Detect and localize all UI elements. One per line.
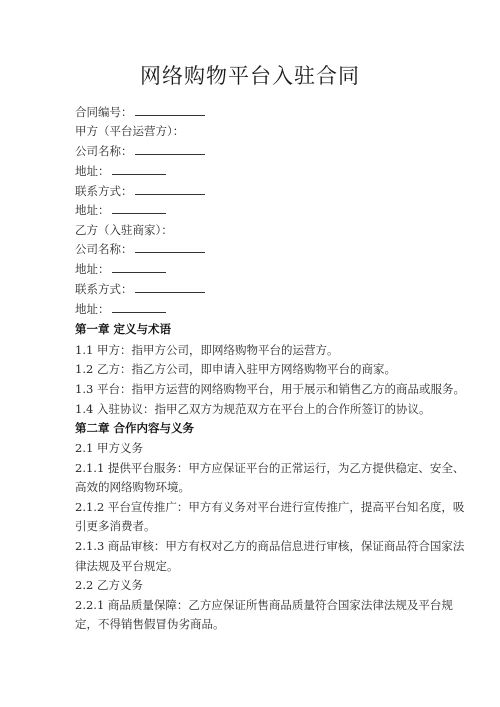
- clause-2-1-1-line-1: 2.1.1 提供平台服务：甲方应保证平台的正常运行，为乙方提供稳定、安全、: [75, 461, 465, 475]
- clause-1-1: 1.1 甲方：指甲方公司，即网络购物平台的运营方。: [75, 343, 339, 357]
- party-b-company-line: [75, 239, 435, 259]
- party-b-address-blank: [112, 260, 166, 273]
- party-a-address2-line: [75, 200, 435, 220]
- clause-2-1-3-line-2: 律法规及平台规定。: [75, 559, 179, 573]
- contract-number-label: 合同编号：: [75, 105, 133, 119]
- clause-1-3: 1.3 平台：指甲方运营的网络购物平台，用于展示和销售乙方的商品或服务。: [75, 382, 465, 396]
- clause-2-1-2-line-1: 2.1.2 平台宣传推广：甲方有义务对平台进行宣传推广，提高平台知名度，吸: [75, 500, 465, 514]
- party-b-company-blank: [135, 240, 205, 253]
- party-b-address-label: 地址：: [75, 262, 110, 276]
- party-a-address-blank: [112, 162, 166, 175]
- chapter-1-heading: 第一章 定义与术语: [75, 322, 172, 336]
- section-2-2-heading: 2.2 乙方义务: [75, 578, 143, 592]
- party-b-contact-line: [75, 279, 435, 299]
- party-a-contact-line: [75, 181, 435, 201]
- party-a-company-line: [75, 141, 435, 161]
- party-a-contact-label: 联系方式：: [75, 184, 133, 198]
- party-b-address2-blank: [112, 300, 166, 313]
- clause-2-2-1-line-1: 2.2.1 商品质量保障：乙方应保证所售商品质量符合国家法律法规及平台规: [75, 598, 453, 612]
- party-a-address2-label: 地址：: [75, 203, 110, 217]
- party-a-heading: 甲方（平台运营方）：: [75, 124, 185, 138]
- chapter-2-heading: 第二章 合作内容与义务: [75, 421, 195, 435]
- party-a-address2-blank: [112, 201, 166, 214]
- party-b-contact-label: 联系方式：: [75, 282, 133, 296]
- clause-2-2-1-line-2: 定，不得销售假冒伪劣商品。: [75, 617, 225, 631]
- party-b-heading: 乙方（入驻商家）：: [75, 223, 173, 237]
- party-b-address2-label: 地址：: [75, 302, 110, 316]
- party-b-company-label: 公司名称：: [75, 242, 133, 256]
- party-b-address2-line: [75, 299, 435, 319]
- document-title: 网络购物平台入驻合同: [140, 64, 360, 88]
- clause-1-4: 1.4 入驻协议：指甲乙双方为规范双方在平台上的合作所签订的协议。: [75, 402, 431, 416]
- party-a-company-label: 公司名称：: [75, 144, 133, 158]
- clause-2-1-1-line-2: 高效的网络购物环境。: [75, 480, 190, 494]
- party-a-address-line: [75, 161, 435, 181]
- clause-2-1-2-line-2: 引更多消费者。: [75, 519, 156, 533]
- contract-number-line: [75, 102, 435, 122]
- section-2-1-heading: 2.1 甲方义务: [75, 441, 143, 455]
- party-a-contact-blank: [135, 182, 205, 195]
- clause-1-2: 1.2 乙方：指乙方公司，即申请入驻甲方网络购物平台的商家。: [75, 362, 396, 376]
- party-a-address-label: 地址：: [75, 164, 110, 178]
- clause-2-1-3-line-1: 2.1.3 商品审核：甲方有权对乙方的商品信息进行审核，保证商品符合国家法: [75, 539, 465, 553]
- party-b-address-line: [75, 259, 435, 279]
- party-b-contact-blank: [135, 280, 205, 293]
- party-a-company-blank: [135, 142, 205, 155]
- contract-number-blank: [135, 103, 205, 116]
